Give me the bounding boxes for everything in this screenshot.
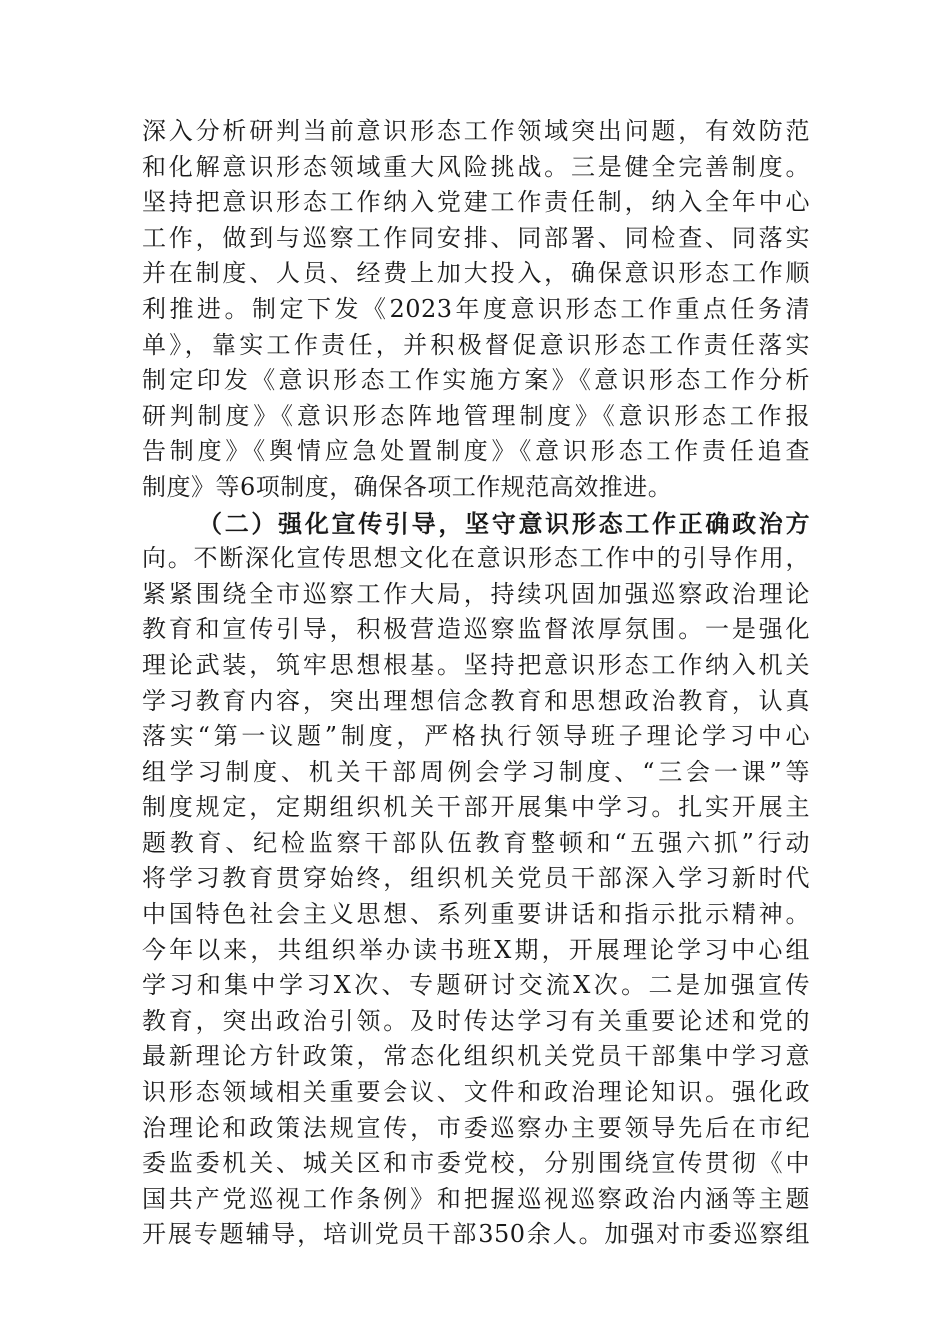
text-line: 最新理论方针政策，常态化组织机关党员干部集中学习意 <box>142 1042 810 1071</box>
text-line: 制定印发《意识形态工作实施方案》《意识形态工作分析 <box>142 366 810 395</box>
text-line: 理论武装，筑牢思想根基。坚持把意识形态工作纳入机关 <box>142 650 810 679</box>
text-line: 利推进。制定下发《2023年度意识形态工作重点任务清 <box>142 294 810 323</box>
text-line: 研判制度》《意识形态阵地管理制度》《意识形态工作报 <box>142 401 810 430</box>
text-line: 题教育、纪检监察干部队伍教育整顿和“五强六抓”行动 <box>142 828 810 857</box>
text-line: 识形态领域相关重要会议、文件和政治理论知识。强化政 <box>142 1078 810 1107</box>
text-line: 将学习教育贯穿始终，组织机关党员干部深入学习新时代 <box>142 864 810 893</box>
text-line: 向。不断深化宣传思想文化在意识形态工作中的引导作用， <box>142 544 810 573</box>
text-line: 深入分析研判当前意识形态工作领域突出问题，有效防范 <box>142 117 810 145</box>
text-line: 坚持把意识形态工作纳入党建工作责任制，纳入全年中心 <box>142 188 810 217</box>
text-line: 制度》等6项制度，确保各项工作规范高效推进。 <box>142 472 673 501</box>
text-line: 治理论和政策法规宣传，市委巡察办主要领导先后在市纪 <box>142 1113 810 1142</box>
text-line: 中国特色社会主义思想、系列重要讲话和指示批示精神。 <box>142 900 810 929</box>
text-line: 告制度》《舆情应急处置制度》《意识形态工作责任追查 <box>142 437 810 466</box>
text-line: 单》，靠实工作责任，并积极督促意识形态工作责任落实 <box>142 330 810 359</box>
text-line: 学习和集中学习X次、专题研讨交流X次。二是加强宣传 <box>142 971 810 1000</box>
text-line: 教育和宣传引导，积极营造巡察监督浓厚氛围。一是强化 <box>142 615 810 644</box>
text-line: 并在制度、人员、经费上加大投入，确保意识形态工作顺 <box>142 259 810 288</box>
text-line: 组学习制度、机关干部周例会学习制度、“三会一课”等 <box>142 757 810 786</box>
text-line: 和化解意识形态领域重大风险挑战。三是健全完善制度。 <box>142 152 810 181</box>
text-line: 制度规定，定期组织机关干部开展集中学习。扎实开展主 <box>142 793 810 822</box>
text-line: 开展专题辅导，培训党员干部350余人。加强对市委巡察组 <box>142 1220 810 1249</box>
text-line: 落实“第一议题”制度，严格执行领导班子理论学习中心 <box>142 722 810 751</box>
text-line: 今年以来，共组织举办读书班X期，开展理论学习中心组 <box>142 935 810 964</box>
text-line: 工作，做到与巡察工作同安排、同部署、同检查、同落实 <box>142 223 810 252</box>
text-line: 委监委机关、城关区和市委党校，分别围绕宣传贯彻《中 <box>142 1149 810 1178</box>
section-heading: （二）强化宣传引导，坚守意识形态工作正确政治方 <box>198 508 810 538</box>
text-line: 学习教育内容，突出理想信念教育和思想政治教育，认真 <box>142 686 810 715</box>
text-line: 国共产党巡视工作条例》和把握巡视巡察政治内涵等主题 <box>142 1184 810 1213</box>
text-line: 紧紧围绕全市巡察工作大局，持续巩固加强巡察政治理论 <box>142 579 810 608</box>
body-text <box>142 114 810 1253</box>
text-line: 教育，突出政治引领。及时传达学习有关重要论述和党的 <box>142 1006 810 1035</box>
